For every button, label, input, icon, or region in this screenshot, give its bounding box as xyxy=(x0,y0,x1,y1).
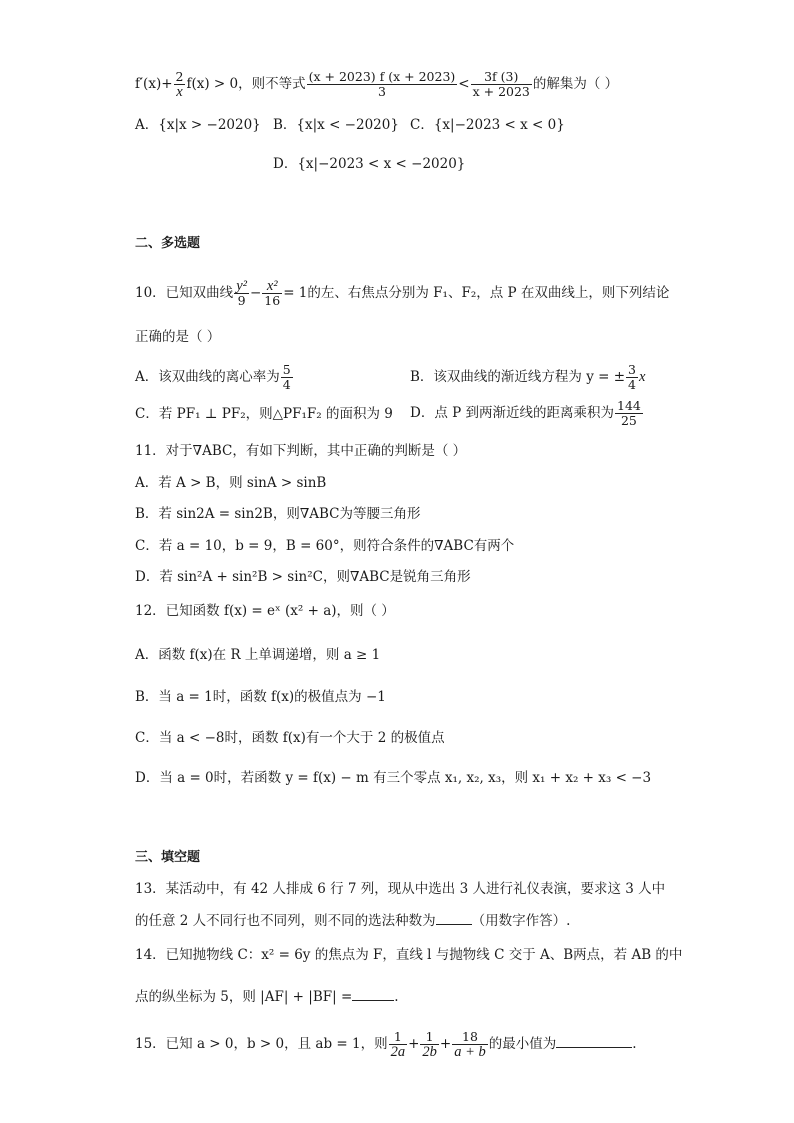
q13-line1: 13．某活动中，有 42 人排成 6 行 7 列，现从中选出 3 人进行礼仪表演，要求这 3 人中 xyxy=(135,881,666,897)
q10-frac-5-4: $\frac{5}{4}$ xyxy=(282,362,291,392)
q10-option-c[interactable]: C．若 PF₁ ⊥ PF₂，则△PF₁F₂ 的面积为 9 xyxy=(135,406,393,422)
q15-frac-18-a-plus-b: $\frac{18}{a + b}$ xyxy=(454,1029,486,1060)
q9-lead: f′(x)+ xyxy=(135,76,173,92)
q9-tail: 的解集为（ ） xyxy=(532,76,619,92)
q10-frac-y2-9: $\frac{\text{y²}}{9}$ xyxy=(236,278,247,308)
q10-frac-3-4: $\frac{3}{4}$ xyxy=(628,362,636,392)
q10-stem-line1: 10．已知双曲线 $\frac{\text{y²}}{9}$ − $\frac{\text{x²}}{16}$ = 1的左、右焦点分别为 F₁、F₂，点 P 在双曲线上，则下列结论 xyxy=(135,278,670,308)
q12-option-d[interactable]: D．当 a = 0时，若函数 y = f(x) − m 有三个零点 x₁, x₂, x₃，则 x₁ + x₂ + x₃ < −3 xyxy=(135,770,652,786)
q12-option-c[interactable]: C．当 a < −8时，函数 f(x)有一个大于 2 的极值点 xyxy=(135,730,445,746)
q14-line2: 点的纵坐标为 5，则 |AF| + |BF| = . xyxy=(135,989,399,1005)
q10-option-d[interactable]: D．点 P 到两渐近线的距离乘积为 $\frac{144}{25}$ xyxy=(410,398,641,428)
q9-stem-line xyxy=(135,70,618,99)
q14-line1: 14．已知抛物线 C：x² = 6y 的焦点为 F，直线 l 与抛物线 C 交于 A、B两点，若 AB 的中 xyxy=(135,947,683,963)
q9-frac-lhs: $\frac{(x + 2023) f (x + 2023)}{3}$ xyxy=(308,69,456,99)
q10-option-a[interactable]: A．该双曲线的离心率为 $\frac{5}{4}$ xyxy=(135,362,291,392)
q11-option-b[interactable]: B．若 sin2A = sin2B，则∇ABC为等腰三角形 xyxy=(135,506,421,522)
q12-option-b[interactable]: B．当 a = 1时，函数 f(x)的极值点为 −1 xyxy=(135,689,386,705)
q10-frac-x2-16: $\frac{\text{x²}}{16}$ xyxy=(264,278,281,308)
q15-frac-1-2a: $\frac{1}{2a}$ xyxy=(390,1029,406,1060)
q11-option-a[interactable]: A．若 A > B，则 sinA > sinB xyxy=(135,475,327,491)
q11-option-d[interactable]: D．若 sin²A + sin²B > sin²C，则∇ABC是锐角三角形 xyxy=(135,569,471,585)
q9-option-b[interactable]: B．{x|x < −2020} xyxy=(273,117,399,133)
q12-stem: 12．已知函数 f(x) = eˣ (x² + a)，则（ ） xyxy=(135,603,395,619)
q13-line2: 的任意 2 人不同行也不同列，则不同的选法种数为 （用数字作答）. xyxy=(135,913,571,929)
q10-frac-144-25: $\frac{144}{25}$ xyxy=(617,398,641,428)
q12-option-a[interactable]: A．函数 f(x)在 R 上单调递增，则 a ≥ 1 xyxy=(135,647,381,663)
q14-answer-blank[interactable] xyxy=(352,988,394,1001)
q11-stem: 11．对于∇ABC，有如下判断，其中正确的判断是（ ） xyxy=(135,443,467,459)
q9-less-than: < xyxy=(458,76,470,92)
q9-frac-rhs: $\frac{3f (3)}{x + 2023}$ xyxy=(472,69,530,99)
q13-answer-blank[interactable] xyxy=(436,912,472,925)
q9-frac-2-over-x: $\frac{2}{x}$ xyxy=(175,69,184,100)
q15-answer-blank[interactable] xyxy=(556,1035,632,1048)
q15-line: 15．已知 a > 0，b > 0，且 ab = 1，则 $\frac{1}{2a}$ + $\frac{1}{2b}$ + $\frac{18}{a + b}$ 的最小值为 . xyxy=(135,1029,637,1060)
q11-option-c[interactable]: C．若 a = 10，b = 9，B = 60°，则符合条件的∇ABC有两个 xyxy=(135,538,515,554)
q9-option-a[interactable]: A．{x|x > −2020} xyxy=(135,117,261,133)
q10-stem-line2: 正确的是（ ） xyxy=(135,329,221,345)
q9-option-c[interactable]: C．{x|−2023 < x < 0} xyxy=(410,117,565,133)
q15-frac-1-2b: $\frac{1}{2b}$ xyxy=(422,1029,437,1060)
section-title-fill-blank: 三、填空题 xyxy=(135,850,201,865)
q10-option-b[interactable]: B．该双曲线的渐近线方程为 y = ± $\frac{3}{4}$ x xyxy=(410,362,646,392)
q9-mid: f(x) > 0，则不等式 xyxy=(186,76,306,92)
q9-option-d[interactable]: D．{x|−2023 < x < −2020} xyxy=(273,156,466,172)
section-title-multi-choice: 二、多选题 xyxy=(135,236,201,251)
